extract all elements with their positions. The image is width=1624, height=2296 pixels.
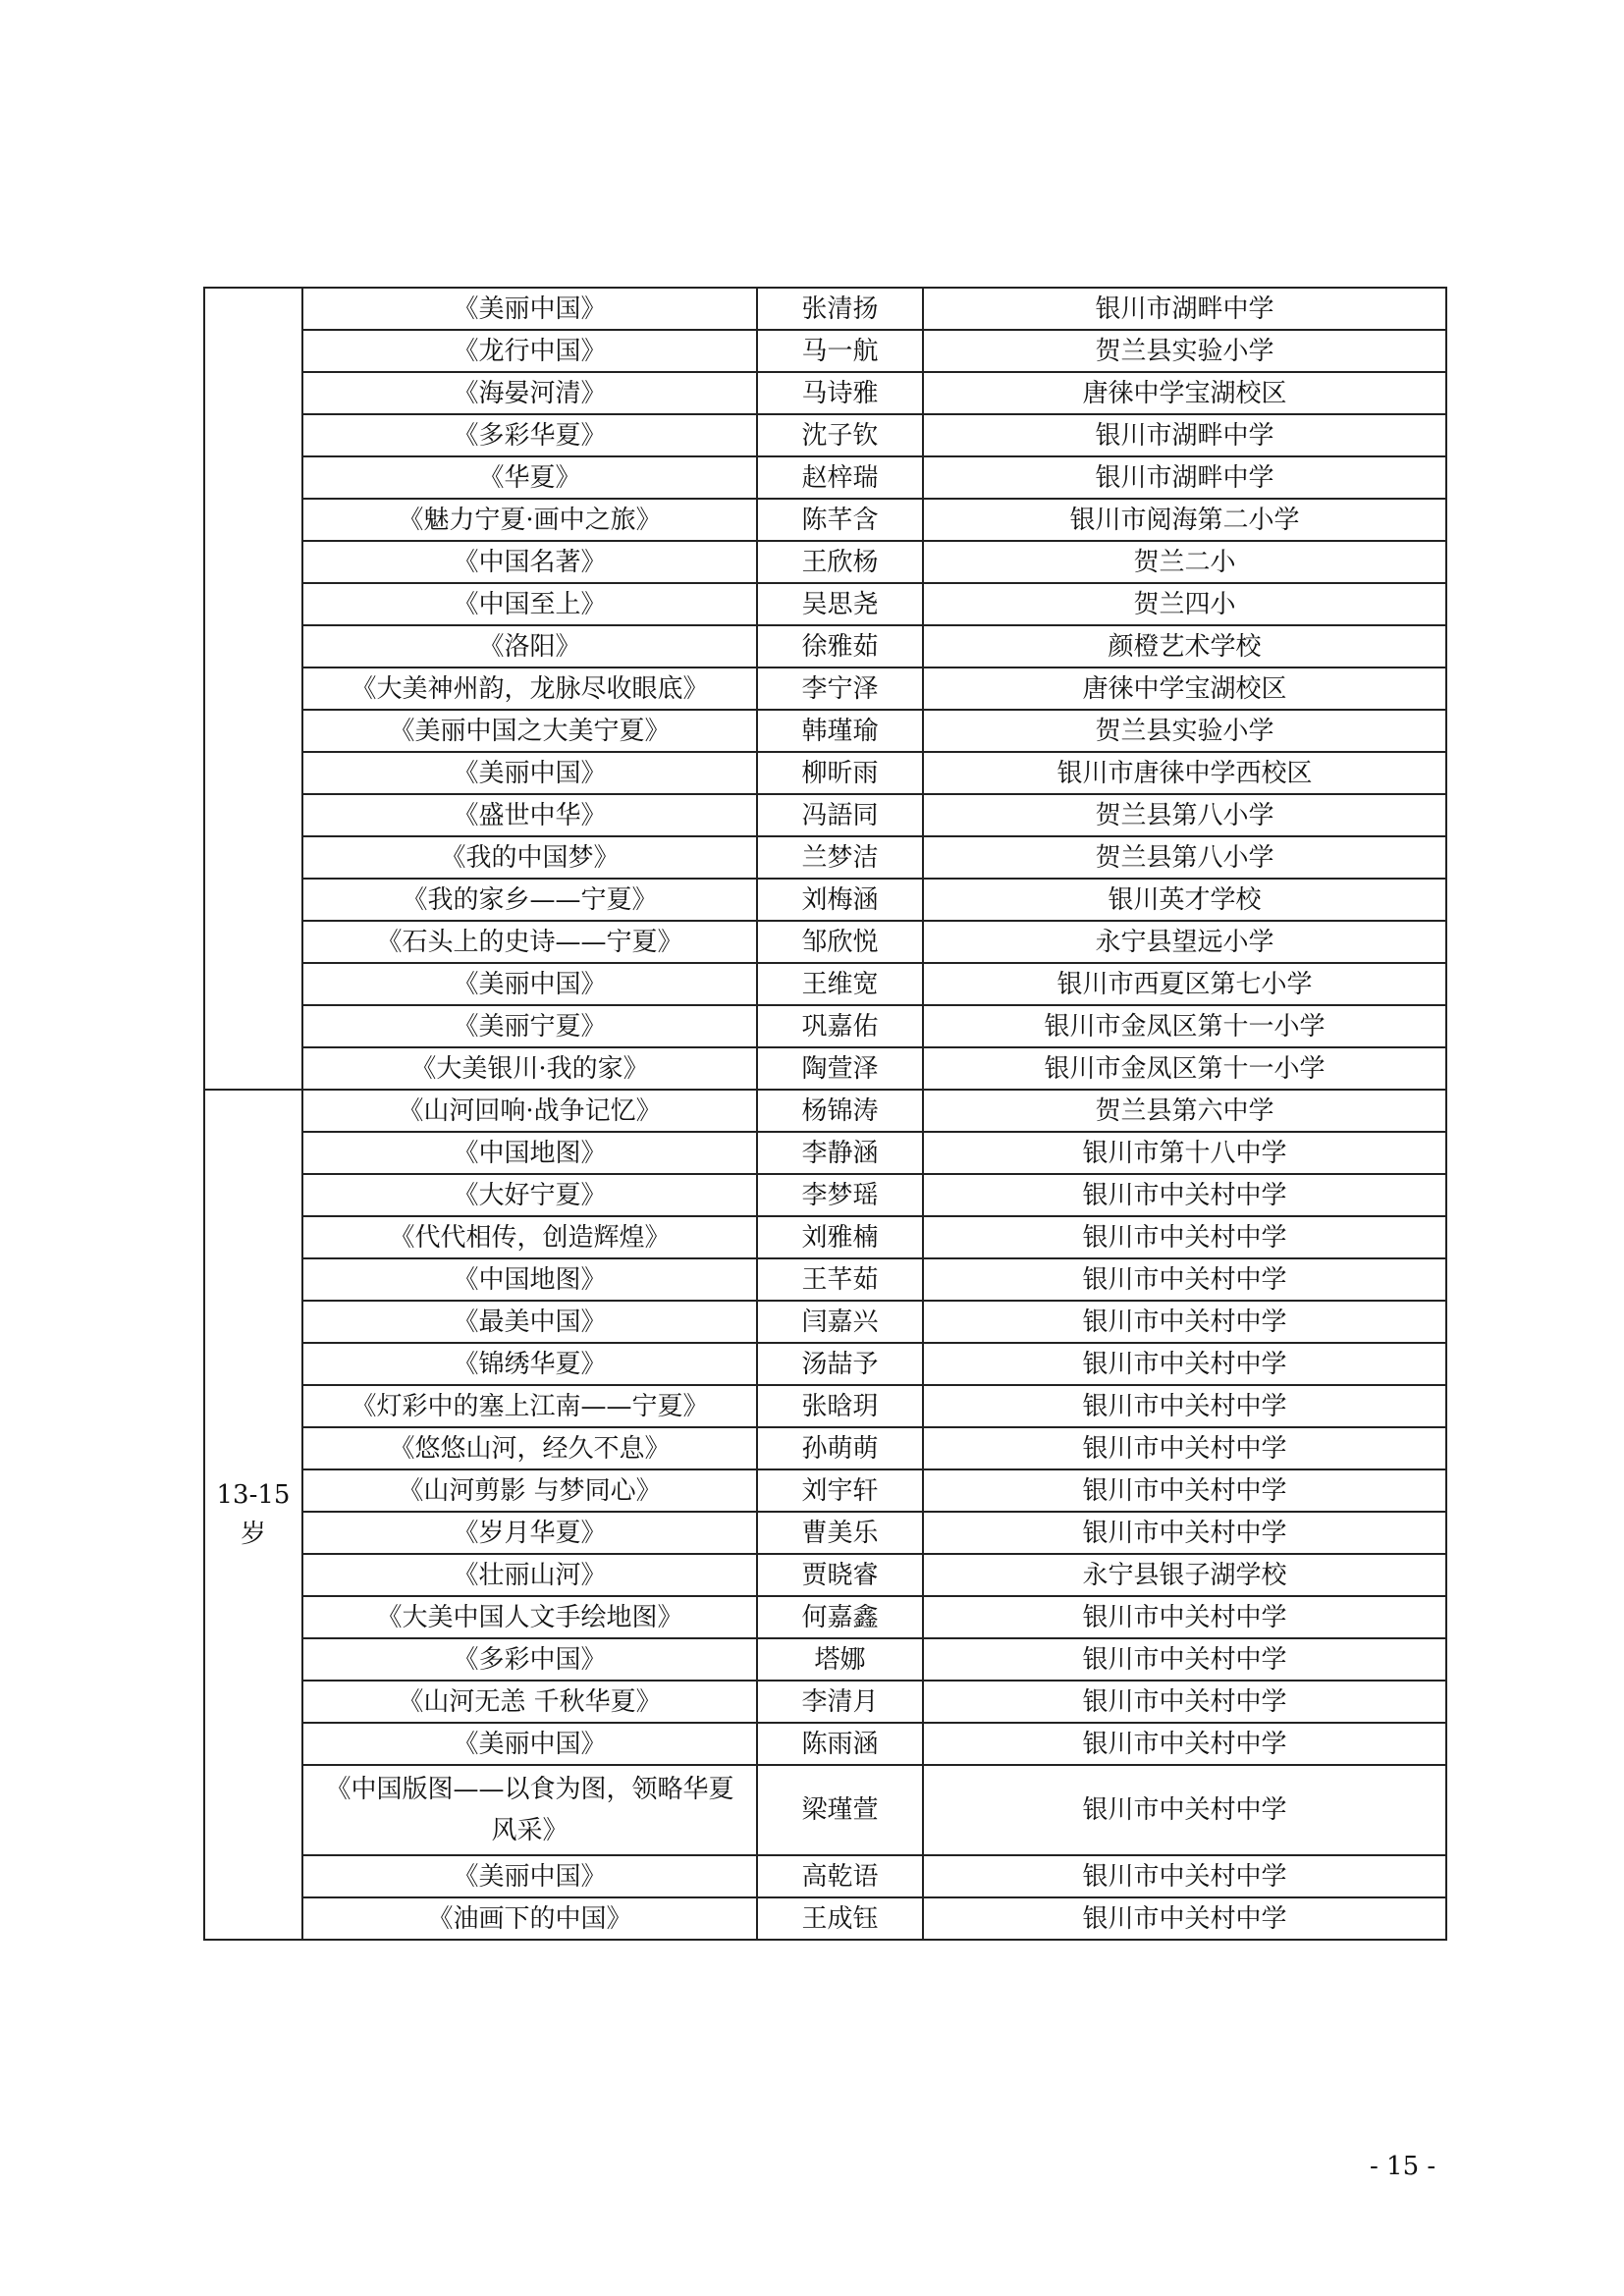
- table-row: [204, 963, 1446, 1005]
- title-cell: 《石头上的史诗——宁夏》: [302, 921, 757, 963]
- table-row: [204, 836, 1446, 879]
- table-row: [204, 499, 1446, 541]
- school-cell: 银川市中关村中学: [923, 1681, 1446, 1723]
- school-cell: 银川市中关村中学: [923, 1385, 1446, 1427]
- title-cell: 《中国至上》: [302, 583, 757, 625]
- name-cell: 邹欣悦: [757, 921, 923, 963]
- name-cell: 马诗雅: [757, 372, 923, 414]
- table-row: [204, 625, 1446, 667]
- table-row: [204, 1005, 1446, 1047]
- school-cell: 银川市中关村中学: [923, 1469, 1446, 1512]
- table-row: [204, 1596, 1446, 1638]
- school-cell: 贺兰四小: [923, 583, 1446, 625]
- title-cell: 《岁月华夏》: [302, 1512, 757, 1554]
- title-cell: 《盛世中华》: [302, 794, 757, 836]
- table-row: [204, 1638, 1446, 1681]
- table-row: [204, 1385, 1446, 1427]
- table-row: [204, 1855, 1446, 1897]
- table-row: [204, 710, 1446, 752]
- table-row: [204, 1469, 1446, 1512]
- table-row: [204, 1132, 1446, 1174]
- title-cell: 《我的中国梦》: [302, 836, 757, 879]
- name-cell: 李梦瑶: [757, 1174, 923, 1216]
- title-cell: 《我的家乡——宁夏》: [302, 879, 757, 921]
- school-cell: 贺兰县实验小学: [923, 710, 1446, 752]
- school-cell: 银川市湖畔中学: [923, 288, 1446, 330]
- table-row: [204, 330, 1446, 372]
- name-cell: 张清扬: [757, 288, 923, 330]
- title-cell: 《最美中国》: [302, 1301, 757, 1343]
- table-row: [204, 414, 1446, 456]
- school-cell: 贺兰县第八小学: [923, 794, 1446, 836]
- title-cell: 《壮丽山河》: [302, 1554, 757, 1596]
- school-cell: 永宁县望远小学: [923, 921, 1446, 963]
- school-cell: 银川市中关村中学: [923, 1427, 1446, 1469]
- title-cell: 《多彩华夏》: [302, 414, 757, 456]
- name-cell: 孙萌萌: [757, 1427, 923, 1469]
- name-cell: 梁瑾萱: [757, 1765, 923, 1855]
- table-row: [204, 1723, 1446, 1765]
- school-cell: 永宁县银子湖学校: [923, 1554, 1446, 1596]
- title-cell: 《灯彩中的塞上江南——宁夏》: [302, 1385, 757, 1427]
- school-cell: 唐徕中学宝湖校区: [923, 372, 1446, 414]
- table-row: [204, 1174, 1446, 1216]
- name-cell: 陶萱泽: [757, 1047, 923, 1090]
- name-cell: 王芊茹: [757, 1258, 923, 1301]
- table-row: [204, 372, 1446, 414]
- name-cell: 柳昕雨: [757, 752, 923, 794]
- page-number: - 15 -: [1370, 2152, 1436, 2181]
- title-cell: 《中国地图》: [302, 1132, 757, 1174]
- table-row: [204, 921, 1446, 963]
- title-cell: 《中国名著》: [302, 541, 757, 583]
- table-row: [204, 752, 1446, 794]
- school-cell: 银川市中关村中学: [923, 1897, 1446, 1940]
- table-row: [204, 1047, 1446, 1090]
- title-cell: 《油画下的中国》: [302, 1897, 757, 1940]
- name-cell: 沈子钦: [757, 414, 923, 456]
- name-cell: 韩瑾瑜: [757, 710, 923, 752]
- school-cell: 颜橙艺术学校: [923, 625, 1446, 667]
- school-cell: 银川市中关村中学: [923, 1855, 1446, 1897]
- table-row: [204, 1301, 1446, 1343]
- school-cell: 银川市中关村中学: [923, 1258, 1446, 1301]
- table-row: [204, 1343, 1446, 1385]
- table-row: [204, 1681, 1446, 1723]
- name-cell: 刘梅涵: [757, 879, 923, 921]
- title-cell: 《大美中国人文手绘地图》: [302, 1596, 757, 1638]
- table-row: [204, 794, 1446, 836]
- school-cell: 银川市中关村中学: [923, 1216, 1446, 1258]
- school-cell: 银川市第十八中学: [923, 1132, 1446, 1174]
- name-cell: 刘雅楠: [757, 1216, 923, 1258]
- age-group-cell: [204, 288, 302, 1090]
- name-cell: 王成钰: [757, 1897, 923, 1940]
- title-cell: 《中国版图——以食为图，领略华夏风采》: [302, 1765, 757, 1855]
- school-cell: 贺兰县第六中学: [923, 1090, 1446, 1132]
- title-cell: 《大美神州韵，龙脉尽收眼底》: [302, 667, 757, 710]
- school-cell: 银川市湖畔中学: [923, 456, 1446, 499]
- school-cell: 银川市唐徕中学西校区: [923, 752, 1446, 794]
- title-cell: 《锦绣华夏》: [302, 1343, 757, 1385]
- school-cell: 银川市中关村中学: [923, 1638, 1446, 1681]
- school-cell: 银川市湖畔中学: [923, 414, 1446, 456]
- title-cell: 《美丽中国》: [302, 752, 757, 794]
- school-cell: 银川市中关村中学: [923, 1596, 1446, 1638]
- name-cell: 杨锦涛: [757, 1090, 923, 1132]
- name-cell: 吴思尧: [757, 583, 923, 625]
- table-row: [204, 1216, 1446, 1258]
- table-row: [204, 879, 1446, 921]
- name-cell: 陈芊含: [757, 499, 923, 541]
- name-cell: 高乾语: [757, 1855, 923, 1897]
- name-cell: 李清月: [757, 1681, 923, 1723]
- name-cell: 兰梦洁: [757, 836, 923, 879]
- name-cell: 徐雅茹: [757, 625, 923, 667]
- name-cell: 陈雨涵: [757, 1723, 923, 1765]
- title-cell: 《大美银川·我的家》: [302, 1047, 757, 1090]
- name-cell: 王维宽: [757, 963, 923, 1005]
- title-cell: 《大好宁夏》: [302, 1174, 757, 1216]
- name-cell: 王欣杨: [757, 541, 923, 583]
- name-cell: 汤喆予: [757, 1343, 923, 1385]
- title-cell: 《美丽宁夏》: [302, 1005, 757, 1047]
- title-cell: 《美丽中国》: [302, 963, 757, 1005]
- table-row: [204, 288, 1446, 330]
- title-cell: 《海晏河清》: [302, 372, 757, 414]
- school-cell: 银川市中关村中学: [923, 1343, 1446, 1385]
- table-row: [204, 541, 1446, 583]
- school-cell: 银川市西夏区第七小学: [923, 963, 1446, 1005]
- title-cell: 《中国地图》: [302, 1258, 757, 1301]
- awards-table: [203, 287, 1447, 1941]
- name-cell: 闫嘉兴: [757, 1301, 923, 1343]
- title-cell: 《洛阳》: [302, 625, 757, 667]
- name-cell: 李宁泽: [757, 667, 923, 710]
- title-cell: 《美丽中国》: [302, 1855, 757, 1897]
- name-cell: 刘宇轩: [757, 1469, 923, 1512]
- school-cell: 银川市中关村中学: [923, 1765, 1446, 1855]
- table-row: [204, 583, 1446, 625]
- title-cell: 《美丽中国》: [302, 288, 757, 330]
- name-cell: 马一航: [757, 330, 923, 372]
- title-cell: 《多彩中国》: [302, 1638, 757, 1681]
- school-cell: 唐徕中学宝湖校区: [923, 667, 1446, 710]
- name-cell: 李静涵: [757, 1132, 923, 1174]
- school-cell: 银川英才学校: [923, 879, 1446, 921]
- school-cell: 银川市中关村中学: [923, 1512, 1446, 1554]
- table-row: [204, 1765, 1446, 1855]
- table-row: [204, 456, 1446, 499]
- title-cell: 《龙行中国》: [302, 330, 757, 372]
- name-cell: 曹美乐: [757, 1512, 923, 1554]
- title-cell: 《悠悠山河，经久不息》: [302, 1427, 757, 1469]
- name-cell: 赵梓瑞: [757, 456, 923, 499]
- title-cell: 《魅力宁夏·画中之旅》: [302, 499, 757, 541]
- name-cell: 何嘉鑫: [757, 1596, 923, 1638]
- title-cell: 《代代相传，创造辉煌》: [302, 1216, 757, 1258]
- school-cell: 银川市金凤区第十一小学: [923, 1005, 1446, 1047]
- school-cell: 银川市中关村中学: [923, 1723, 1446, 1765]
- table-row: [204, 1090, 1446, 1132]
- school-cell: 银川市金凤区第十一小学: [923, 1047, 1446, 1090]
- title-cell: 《山河无恙 千秋华夏》: [302, 1681, 757, 1723]
- school-cell: 银川市中关村中学: [923, 1301, 1446, 1343]
- name-cell: 巩嘉佑: [757, 1005, 923, 1047]
- name-cell: 贾晓睿: [757, 1554, 923, 1596]
- title-cell: 《山河剪影 与梦同心》: [302, 1469, 757, 1512]
- school-cell: 贺兰二小: [923, 541, 1446, 583]
- age-group-cell: 13-15岁: [204, 1090, 302, 1940]
- school-cell: 贺兰县第八小学: [923, 836, 1446, 879]
- name-cell: 张晗玥: [757, 1385, 923, 1427]
- title-cell: 《华夏》: [302, 456, 757, 499]
- table-row: [204, 1897, 1446, 1940]
- school-cell: 银川市阅海第二小学: [923, 499, 1446, 541]
- name-cell: 塔娜: [757, 1638, 923, 1681]
- school-cell: 贺兰县实验小学: [923, 330, 1446, 372]
- name-cell: 冯語同: [757, 794, 923, 836]
- title-cell: 《美丽中国》: [302, 1723, 757, 1765]
- title-cell: 《美丽中国之大美宁夏》: [302, 710, 757, 752]
- table-row: [204, 667, 1446, 710]
- title-cell: 《山河回响·战争记忆》: [302, 1090, 757, 1132]
- table-row: [204, 1258, 1446, 1301]
- table-row: [204, 1427, 1446, 1469]
- table-row: [204, 1512, 1446, 1554]
- table-row: [204, 1554, 1446, 1596]
- school-cell: 银川市中关村中学: [923, 1174, 1446, 1216]
